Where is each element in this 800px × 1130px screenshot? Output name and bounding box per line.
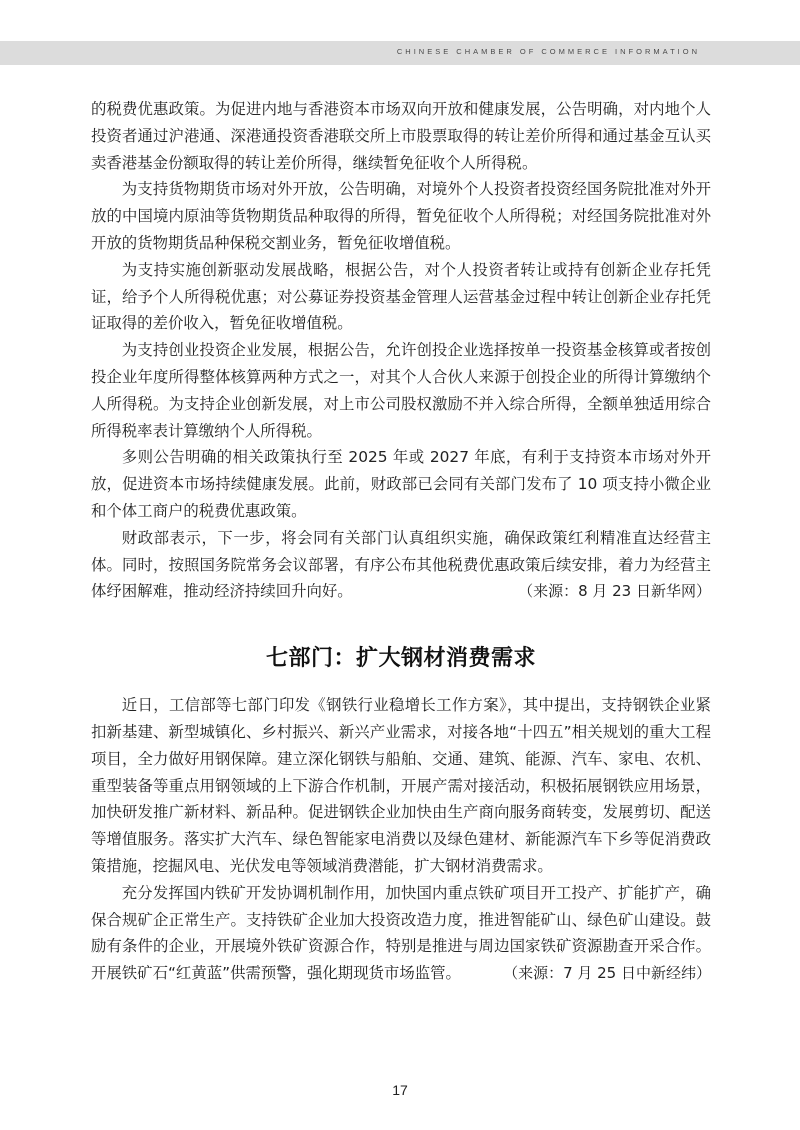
article-paragraph: 为支持货物期货市场对外开放，公告明确，对境外个人投资者投资经国务院批准对外开放的中国境内原油等货物期货品种取得的所得，暂免征收个人所得税；对经国务院批准对外开放的货物期货品种保税交割业务，暂免征收增值税。 (91, 180, 711, 252)
article-paragraph: 为支持创业投资企业发展，根据公告，允许创投企业选择按单一投资基金核算或者按创投企业年度所得整体核算两种方式之一，对其个人合伙人来源于创投企业的所得计算缴纳个人所得税。为支持企业创新发展，对上市公司股权激励不并入综合所得，全额单独适用综合所得税率表计算缴纳个人所得税。 (91, 341, 711, 440)
article-source: （来源：8 月 23 日新华网） (518, 582, 711, 601)
article-paragraph: 多则公告明确的相关政策执行至 2025 年或 2027 年底，有利于支持资本市场对外开放，促进资本市场持续健康发展。此前，财政部已会同有关部门发布了 10 项支持小微企业和个体工商户的税费优惠政策。 (91, 448, 711, 520)
article-paragraph-last (91, 880, 711, 987)
article-paragraph-text: 财政部表示，下一步，将会同有关部门认真组织实施，确保政策红利精准直达经营主体。同时，按照国务院常务会议部署，有序公布其他税费优惠政策后续安排，着力为经营主体纾困解难，推动经济持续回升向好。 (91, 528, 711, 601)
header-publication-name: CHINESE CHAMBER OF COMMERCE INFORMATION (396, 47, 700, 56)
article-source: （来源：7 月 25 日中新经纬） (503, 964, 711, 983)
article-paragraph: 为支持实施创新驱动发展战略，根据公告，对个人投资者转让或持有创新企业存托凭证，给予个人所得税优惠；对公募证券投资基金管理人运营基金过程中转让创新企业存托凭证取得的差价收入，暂免征收增值税。 (91, 260, 711, 333)
page-number: 17 (392, 1082, 408, 1098)
article-paragraph-last (91, 525, 711, 605)
page-content (91, 96, 711, 987)
section-title: 七部门：扩大钢材消费需求 (265, 646, 536, 672)
article-paragraph: 近日，工信部等七部门印发《钢铁行业稳增长工作方案》，其中提出，支持钢铁企业紧扣新基建、新型城镇化、乡村振兴、新兴产业需求，对接各地“十四五”相关规划的重大工程项目，全力做好用钢保障。建立深化钢铁与船舶、交通、建筑、能源、汽车、家电、农机、重型装备等重点用钢领域的上下游合作机制，开展产需对接活动，积极拓展钢铁应用场景，加快研发推广新材料、新品种。促进钢铁企业加快由生产商向服务商转变，发展剪切、配送等增值服务。落实扩大汽车、绿色智能家电消费以及绿色建材、新能源汽车下乡等促消费政策措施，挖掘风电、光伏发电等领域消费潜能，扩大钢材消费需求。 (91, 696, 711, 875)
article-paragraph: 的税费优惠政策。为促进内地与香港资本市场双向开放和健康发展，公告明确，对内地个人投资者通过沪港通、深港通投资香港联交所上市股票取得的转让差价所得和通过基金互认买卖香港基金份额取得的转让差价所得，继续暂免征收个人所得税。 (91, 100, 711, 172)
article-paragraph-text: 充分发挥国内铁矿开发协调机制作用，加快国内重点铁矿项目开工投产、扩能扩产，确保合规矿企正常生产。支持铁矿企业加大投资改造力度，推进智能矿山、绿色矿山建设。鼓励有条件的企业，开展境外铁矿资源合作，特别是推进与周边国家铁矿资源勘查开采合作。开展铁矿石“红黄蓝”供需预警，强化期现货市场监管。 (91, 883, 711, 983)
